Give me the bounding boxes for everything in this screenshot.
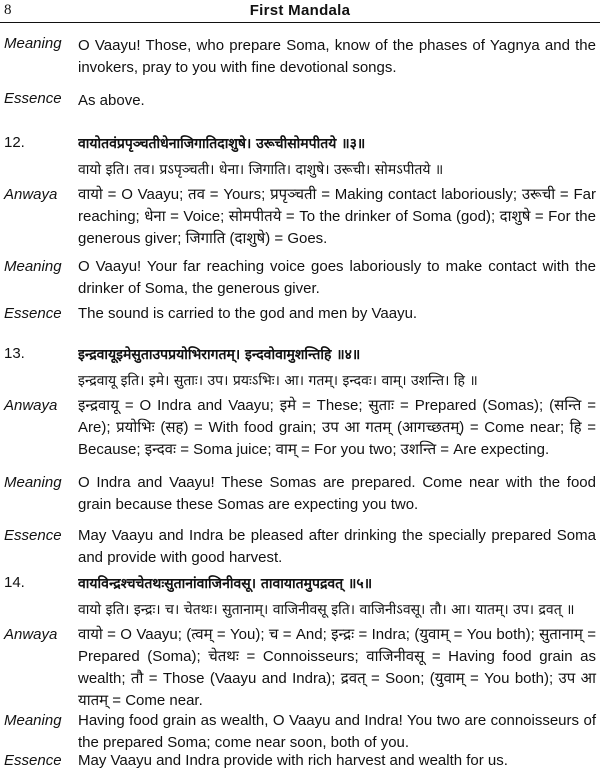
essence-text: May Vaayu and Indra be pleased after drinking the specially prepared Soma and provide with good harvest. (78, 527, 596, 566)
verse-number: 12. (4, 134, 25, 151)
intro-essence-text: As above. (78, 92, 145, 109)
essence-text: May Vaayu and Indra provide with rich harvest and wealth for us. (78, 752, 508, 769)
essence-label: Essence (4, 527, 62, 544)
meaning-text: Having food grain as wealth, O Vaayu and Indra! You two are connoisseurs of the prepared Soma; come near soon, both of you. (78, 712, 596, 751)
verse-number: 13. (4, 345, 25, 362)
page-number: 8 (4, 2, 12, 18)
meaning-label: Meaning (4, 258, 62, 275)
verse-number: 14. (4, 574, 25, 591)
intro-meaning-text: O Vaayu! Those, who prepare Soma, know of the phases of Yagnya and the invokers, pray to you with fine devotional songs. (78, 37, 596, 76)
intro-essence-label: Essence (4, 90, 62, 107)
running-head: First Mandala (249, 2, 351, 19)
anwaya-label: Anwaya (4, 626, 58, 643)
essence-label: Essence (4, 305, 62, 322)
essence-label: Essence (4, 752, 62, 769)
verse-sanskrit: इन्द्रवायूइमेसुताउपप्रयोभिरागतम्। इन्दवोवामुशन्तिहि ॥४॥ (78, 347, 361, 363)
anwaya-label: Anwaya (4, 397, 58, 414)
meaning-label: Meaning (4, 474, 62, 491)
anwaya-text: वायो = O Vaayu; (त्वम् = You); च = And; इन्द्रः = Indra; (युवाम् = You both); सुतानाम् = Prepared (Soma); चेतथः = Connoisseurs; वाजिनीवसू = Having food grain as wealth; तौ = Those (Vaayu and Indra); द्रवत् = Soon; (युवाम् = You both); उप आ यातम् = Come near. (78, 626, 596, 709)
page-header (0, 0, 600, 22)
essence-text: The sound is carried to the god and men by Vaayu. (78, 305, 418, 322)
meaning-label: Meaning (4, 712, 62, 729)
meaning-text: O Vaayu! Your far reaching voice goes laboriously to make contact with the drinker of Soma, the generous giver. (78, 258, 596, 297)
verse-padapatha: वायो इति। तव। प्रऽपृञ्चती। धेना। जिगाति। दाशुषे। उरूची। सोमऽपीतये ॥ (78, 162, 444, 178)
meaning-text: O Indra and Vaayu! These Somas are prepared. Come near with the food grain because these Somas are expecting you two. (78, 474, 596, 513)
intro-meaning-label: Meaning (4, 35, 62, 52)
header-rule (0, 22, 600, 23)
verse-sanskrit: वायविन्द्रश्चचेतथःसुतानांवाजिनीवसू। तावायातमुपद्रवत् ॥५॥ (78, 576, 373, 592)
verse-sanskrit: वायोतवंप्रपृञ्चतीधेनाजिगातिदाशुषे। उरूचीसोमपीतये ॥३॥ (78, 136, 366, 152)
anwaya-text: वायो = O Vaayu; तव = Yours; प्रपृञ्चती = Making contact laboriously; उरूची = Far reaching; धेना = Voice; सोमपीतये = To the drinker of Soma (god); दाशुषे = For the generous giver; जिगाति (दाशुषे) = Goes. (78, 186, 596, 247)
verse-padapatha: वायो इति। इन्द्रः। च। चेतथः। सुतानाम्। वाजिनीवसू इति। वाजिनीऽवसू। तौ। आ। यातम्। उप। द्रवत् ॥ (78, 602, 575, 618)
anwaya-label: Anwaya (4, 186, 58, 203)
anwaya-text: इन्द्रवायू = O Indra and Vaayu; इमे = These; सुताः = Prepared (Somas); (सन्ति = Are); प्रयोभिः (सह) = With food grain; उप आ गतम् (आगच्छतम्) = Come near; हि = Because; इन्दवः = Soma juice; वाम् = For you two; उशन्ति = Are expecting. (78, 397, 596, 458)
verse-padapatha: इन्द्रवायू इति। इमे। सुताः। उप। प्रयःऽभिः। आ। गतम्। इन्दवः। वाम्। उशन्ति। हि ॥ (78, 373, 478, 389)
